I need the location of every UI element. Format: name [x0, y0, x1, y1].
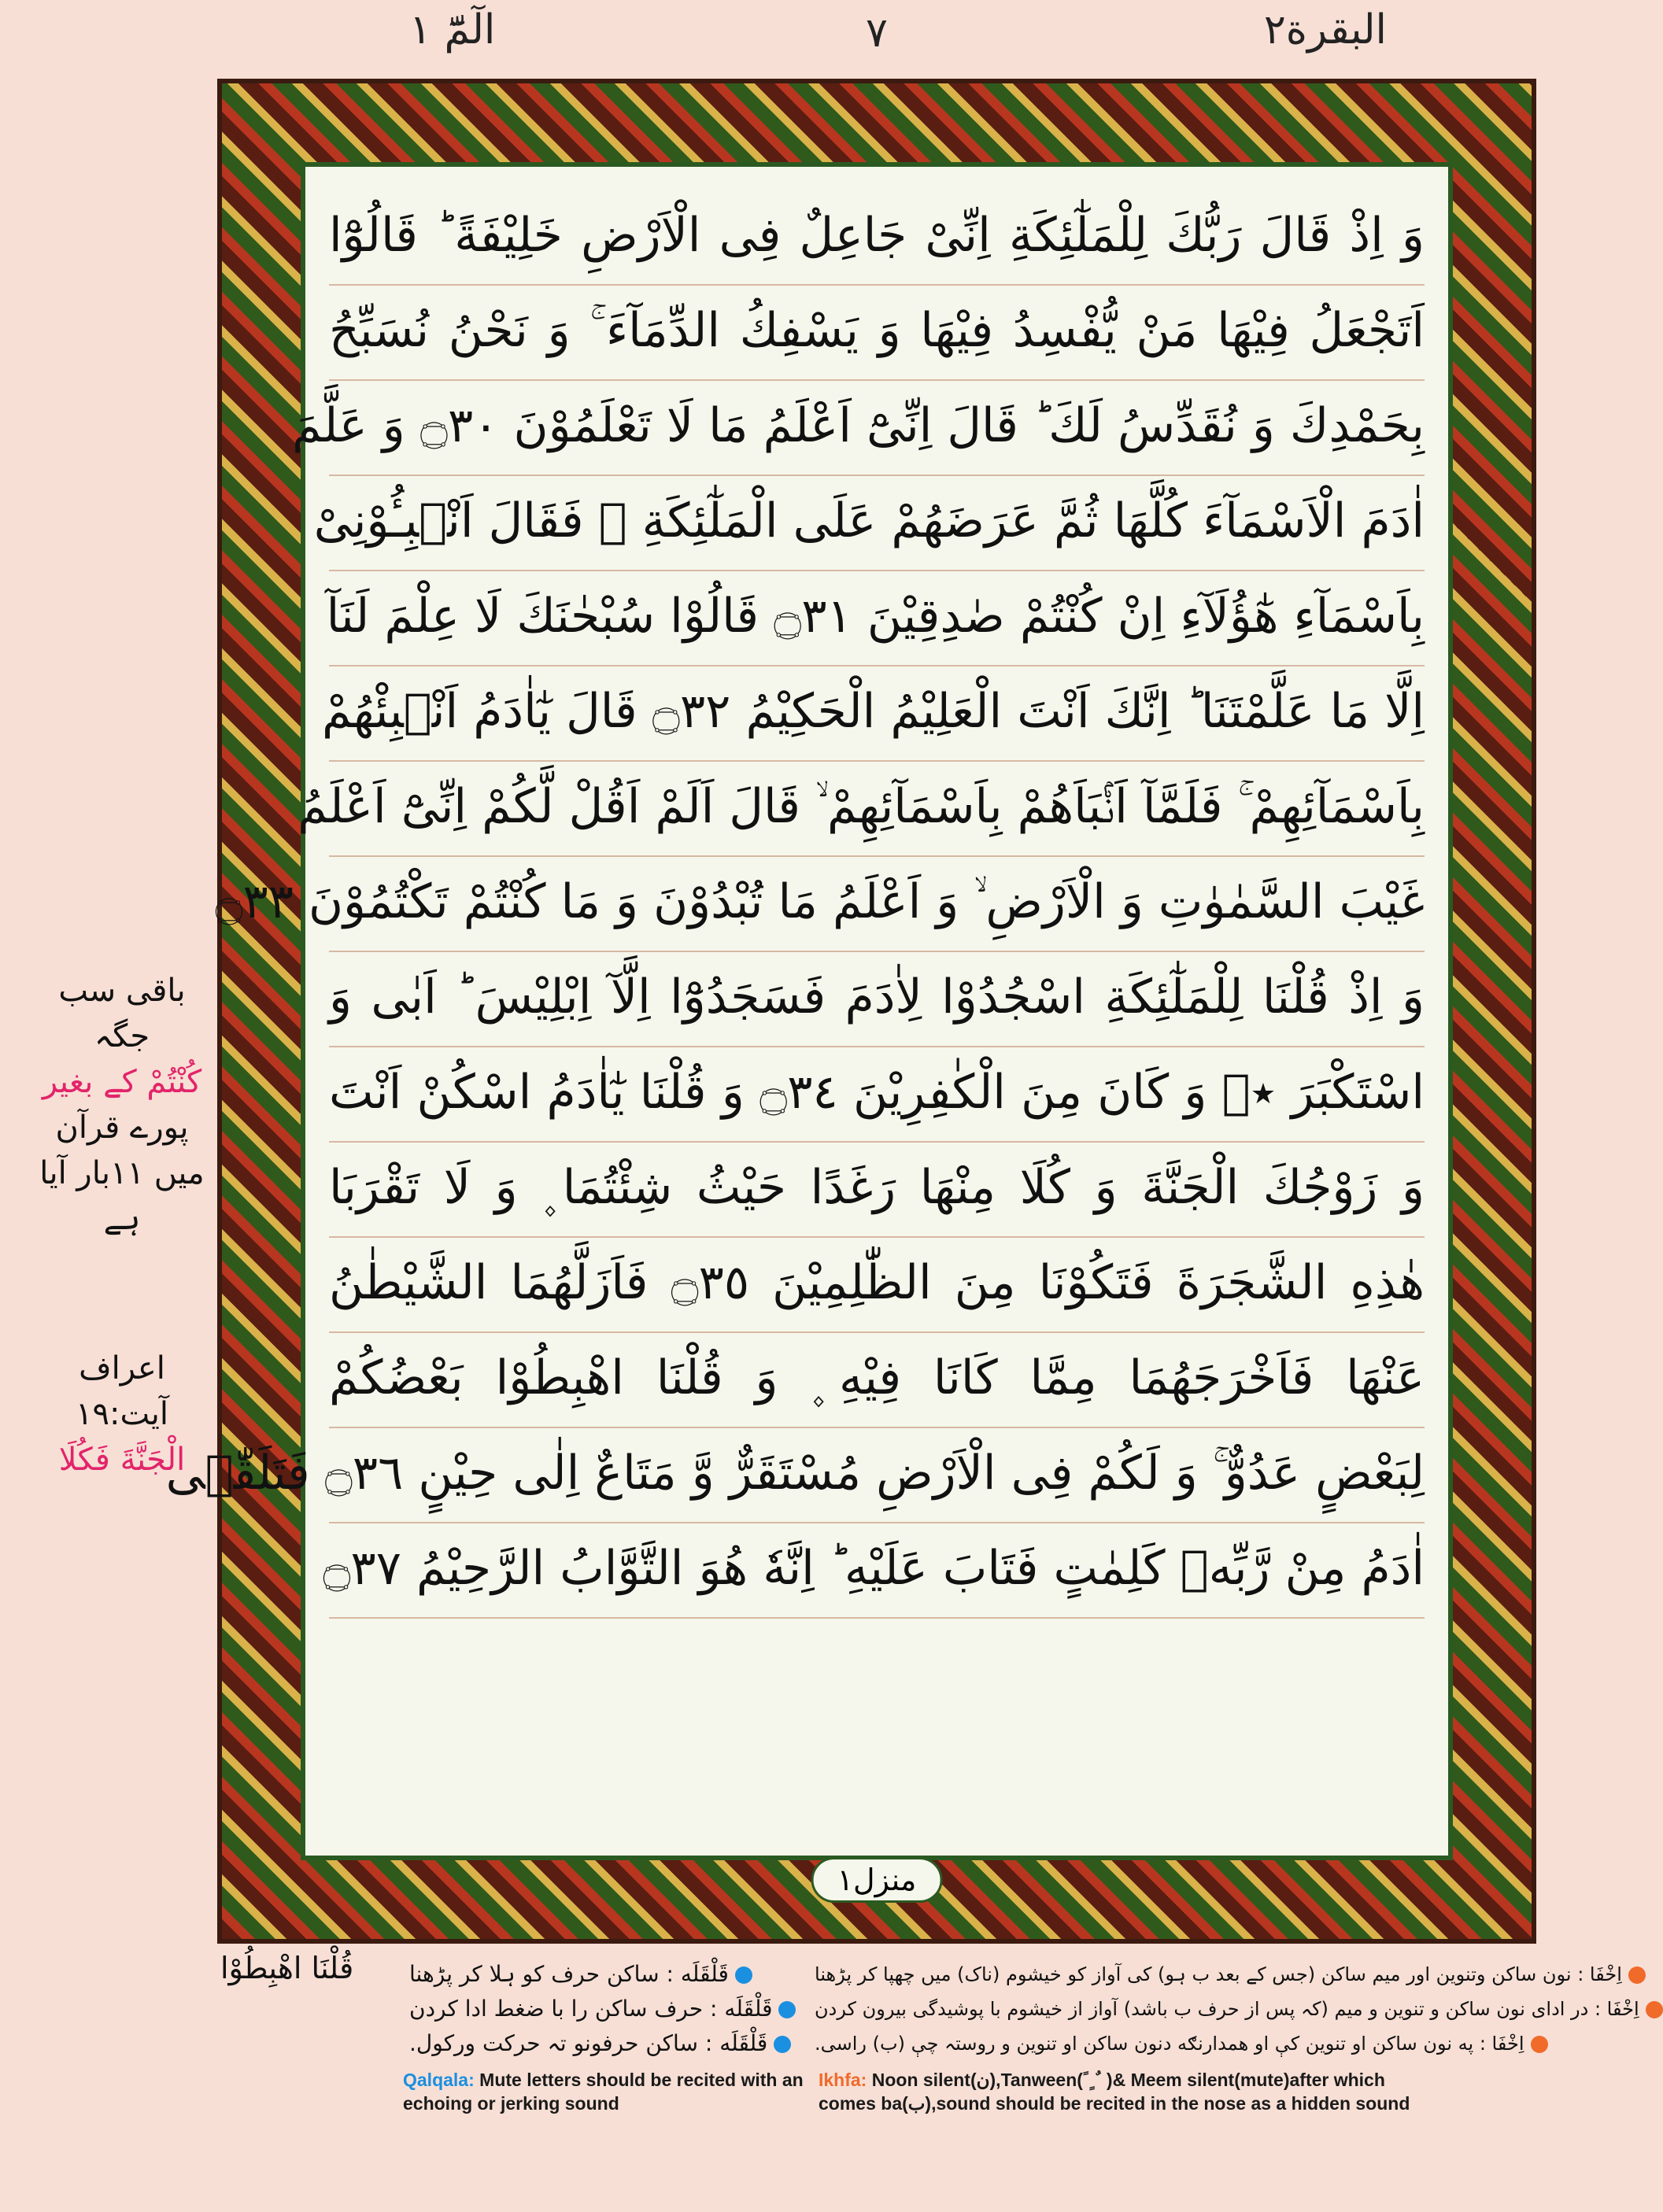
verse-line: غَیْبَ السَّمٰوٰتِ وَ الْاَرْضِ ۙ وَ اَعْلَمُ مَا تُبْدُوْنَ وَ مَا كُنْتُمْ تَكْتُمُوْنَ ۝٣٣: [329, 857, 1425, 952]
ikhfa-rule: [815, 1992, 1663, 2026]
qalqala-rule: [409, 1958, 752, 1991]
ikhfa-title: Ikhfa:: [819, 2070, 867, 2090]
side-note-line: میں ۱۱بار آیا ہے: [39, 1155, 205, 1237]
ikhfa-rule-text: اِخْفَا : نون ساکن وتنوین اور میم ساکن (جس کے بعد ب ہو) کی آواز کو خیشوم (ناک) میں چھپا کر پڑھنا: [815, 1963, 1622, 1985]
qalqala-dot-icon: [735, 1966, 752, 1984]
qalqala-rule: [409, 2027, 791, 2060]
ikhfa-dot-icon: [1628, 1966, 1646, 1984]
qalqala-title: Qalqala:: [403, 2070, 475, 2090]
side-note-line: اعراف آیت:١٩: [76, 1350, 168, 1432]
verse-line: لِبَعْضٍ عَدُوٌّ ۚ وَ لَكُمْ فِی الْاَرْضِ مُسْتَقَرٌّ وَّ مَتَاعٌ اِلٰی حِیْنٍ ۝٣٦ فَتَلَقّٰۤی: [329, 1428, 1425, 1523]
page-number: ٧: [866, 9, 888, 57]
verse-panel: [165, 162, 1453, 1897]
ikhfa-rule-text: اِخْفَا : په نون ساکن او تنوین کې او همدارنګه دنون ساکن او تنوین و روستہ چې (ب) راسی.: [815, 2033, 1524, 2055]
verse-line: اِلَّا مَا عَلَّمْتَنَا ؕ اِنَّكَ اَنْتَ الْعَلِیْمُ الْحَكِیْمُ ۝٣٢ قَالَ یٰٓاٰدَمُ اَنْۢبِئْهُمْ: [329, 667, 1425, 762]
qalqala-english: [403, 2068, 828, 2115]
qalqala-dot-icon: [774, 2036, 791, 2053]
qalqala-rule: [409, 1992, 796, 2026]
side-note-line: باقی سب جگہ: [58, 973, 186, 1054]
qalqala-rule-text: قَلْقَلَه : حرف ساکن را با ضغط ادا کردن: [409, 1996, 773, 2022]
ikhfa-dot-icon: [1531, 2036, 1548, 2053]
side-note-line: كُنْتُمْ کے بغیر: [42, 1064, 202, 1100]
verse-line: اٰدَمَ الْاَسْمَآءَ كُلَّهَا ثُمَّ عَرَضَهُمْ عَلَی الْمَلٰٓئِكَةِ ۙ فَقَالَ اَنْۢبِـُٔوْنِیْ: [329, 476, 1425, 571]
side-note-line: الْجَنَّةَ فَكُلَا: [58, 1442, 186, 1478]
manzil-label: منزل١: [811, 1857, 943, 1903]
side-note-kuntum: [31, 968, 212, 1242]
ikhfa-english: [819, 2068, 1543, 2115]
verse-line: وَ اِذْ قَالَ رَبُّكَ لِلْمَلٰٓئِكَةِ اِنِّیْ جَاعِلٌ فِی الْاَرْضِ خَلِیْفَةً ؕ قَالُوْٓا: [329, 190, 1425, 286]
ikhfa-rule: [815, 2027, 1548, 2060]
qalqala-dot-icon: [778, 2001, 796, 2018]
qalqala-rule-text: قَلْقَلَه : ساکن حرف کو ہلا کر پڑھنا: [409, 1961, 729, 1987]
verse-line: عَنْهَا فَاَخْرَجَهُمَا مِمَّا كَانَا فِیْهِ ۪ وَ قُلْنَا اهْبِطُوْا بَعْضُكُمْ: [329, 1333, 1425, 1428]
verse-line: اسْتَكْبَرَ ٭ۗ وَ كَانَ مِنَ الْكٰفِرِیْنَ ۝٣٤ وَ قُلْنَا یٰٓاٰدَمُ اسْكُنْ اَنْتَ: [329, 1047, 1425, 1143]
part-name: الٓمّٓ ١: [409, 6, 496, 54]
verse-lines: [165, 190, 1425, 1832]
qalqala-english-text: Mute letters should be recited with an echoing or jerking sound: [403, 2070, 804, 2114]
verse-line: اٰدَمُ مِنْ رَّبِّهٖ كَلِمٰتٍ فَتَابَ عَلَیْهِ ؕ اِنَّهٗ هُوَ التَّوَّابُ الرَّحِیْمُ ۝٣٧: [329, 1523, 1425, 1619]
surah-name: البقرة٢: [1263, 6, 1387, 54]
ikhfa-english-line-2: comes ba(ب),sound should be recited in the nose as a hidden sound: [819, 2093, 1410, 2114]
side-note-line: پورے قرآن: [55, 1110, 189, 1146]
ikhfa-english-line-1: Noon silent(ن),Tanween( ً ٍ ٌ )& Meem silent(mute)after which: [871, 2070, 1385, 2090]
verse-line: بِحَمْدِكَ وَ نُقَدِّسُ لَكَ ؕ قَالَ اِنِّیْٓ اَعْلَمُ مَا لَا تَعْلَمُوْنَ ۝٣٠ وَ عَلَّمَ: [329, 381, 1425, 476]
verse-line: بِاَسْمَآءِ هٰٓؤُلَآءِ اِنْ كُنْتُمْ صٰدِقِیْنَ ۝٣١ قَالُوْا سُبْحٰنَكَ لَا عِلْمَ لَنَآ: [329, 571, 1425, 667]
qalqala-rule-text: قَلْقَلَه : ساکن حرفونو تہ حرکت ورکول.: [409, 2030, 768, 2056]
verse-line: وَ اِذْ قُلْنَا لِلْمَلٰٓئِكَةِ اسْجُدُوْا لِاٰدَمَ فَسَجَدُوْٓا اِلَّآ اِبْلِیْسَ ؕ اَبٰی وَ: [329, 952, 1425, 1047]
verse-line: اَتَجْعَلُ فِیْهَا مَنْ یُّفْسِدُ فِیْهَا وَ یَسْفِكُ الدِّمَآءَ ۚ وَ نَحْنُ نُسَبِّحُ: [329, 286, 1425, 381]
ornamental-frame: [165, 79, 1536, 1944]
ikhfa-dot-icon: [1646, 2001, 1663, 2018]
ikhfa-rule: [815, 1958, 1646, 1991]
example-phrase: قُلْنَا اهْبِطُوْا: [220, 1951, 354, 1985]
tajweed-legend: [0, 1951, 1639, 2212]
verse-line: هٰذِهِ الشَّجَرَةَ فَتَكُوْنَا مِنَ الظّٰلِمِیْنَ ۝٣٥ فَاَزَلَّهُمَا الشَّیْطٰنُ: [329, 1238, 1425, 1333]
verse-line: وَ زَوْجُكَ الْجَنَّةَ وَ كُلَا مِنْهَا رَغَدًا حَیْثُ شِئْتُمَا ۪ وَ لَا تَقْرَبَا: [329, 1143, 1425, 1238]
ikhfa-rule-text: اِخْفَا : در ادای نون ساکن و تنوین و میم (کہ پس از حرف ب باشد) آواز از خیشوم با پوشیدگی بیرون کردن: [815, 1998, 1639, 2020]
verse-line: بِاَسْمَآئِهِمْ ۚ فَلَمَّآ اَنْۢبَاَهُمْ بِاَسْمَآئِهِمْ ۙ قَالَ اَلَمْ اَقُلْ لَّكُمْ اِنِّیْٓ اَعْلَمُ: [329, 762, 1425, 857]
